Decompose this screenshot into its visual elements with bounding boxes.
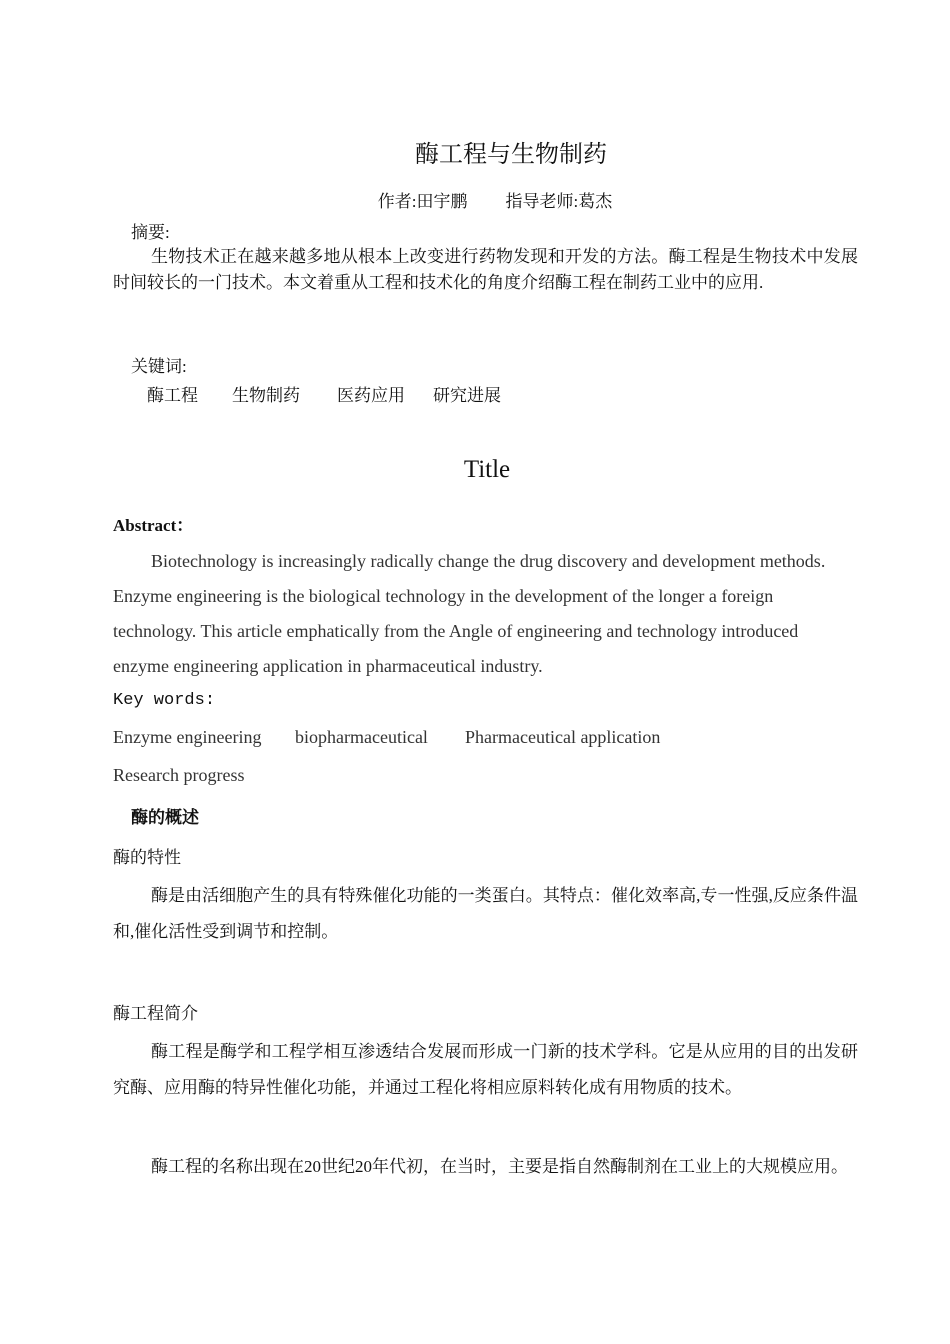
- keyword-en-item: Enzyme engineering: [113, 727, 262, 747]
- keyword-cn-item: 研究进展: [433, 386, 501, 405]
- abstract-cn-text: 生物技术正在越来越多地从根本上改变进行药物发现和开发的方法。酶工程是生物技术中发展时间较长的一门技术。本文着重从工程和技术化的角度介绍酶工程在制药工业中的应用.: [113, 247, 858, 292]
- keyword-en-item: biopharmaceutical: [295, 727, 428, 747]
- section-heading-overview: 酶的概述: [131, 808, 199, 828]
- keyword-en-item: Pharmaceutical application: [465, 727, 661, 747]
- keywords-cn-label: 关键词:: [131, 357, 187, 376]
- paragraph-intro-1: 酶工程是酶学和工程学相互渗透结合发展而形成一门新的技术学科。它是从应用的目的出发研究酶、应用酶的特异性催化功能，并通过工程化将相应原料转化成有用物质的技术。: [113, 1042, 858, 1097]
- document-title-en: Title: [463, 456, 511, 483]
- keywords-en-label: Key words:: [113, 691, 216, 710]
- subsection-heading-properties: 酶的特性: [113, 848, 181, 868]
- keyword-cn-item: 医药应用: [337, 386, 405, 405]
- author-name: 作者:田宇鹏: [377, 192, 468, 211]
- paragraph-intro-2: 酶工程的名称出现在20世纪20年代初，在当时，主要是指自然酶制剂在工业上的大规模应用。: [151, 1157, 848, 1176]
- document-title-cn: 酶工程与生物制药: [415, 140, 607, 168]
- keyword-cn-item: 生物制药: [232, 386, 300, 405]
- abstract-en-label: Abstract：: [113, 516, 194, 535]
- subsection-heading-intro: 酶工程简介: [113, 1004, 198, 1024]
- author-line: [0, 187, 950, 212]
- abstract-cn-label: 摘要:: [131, 223, 170, 242]
- paragraph-properties: 酶是由活细胞产生的具有特殊催化功能的一类蛋白。其特点：催化效率高,专一性强,反应条件温和,催化活性受到调节和控制。: [113, 886, 858, 941]
- abstract-en-text: Biotechnology is increasingly radically change the drug discovery and development methods. Enzyme engineering is the biological technology in the development of the longer a foreign technology. This article emphatically from the Angle of engineering and technology introduced enzyme engineering application in pharmaceutical industry.: [113, 551, 826, 676]
- advisor-name: 指导老师:葛杰: [505, 192, 613, 211]
- keyword-en-item: Research progress: [113, 765, 245, 785]
- keyword-cn-item: 酶工程: [147, 386, 198, 405]
